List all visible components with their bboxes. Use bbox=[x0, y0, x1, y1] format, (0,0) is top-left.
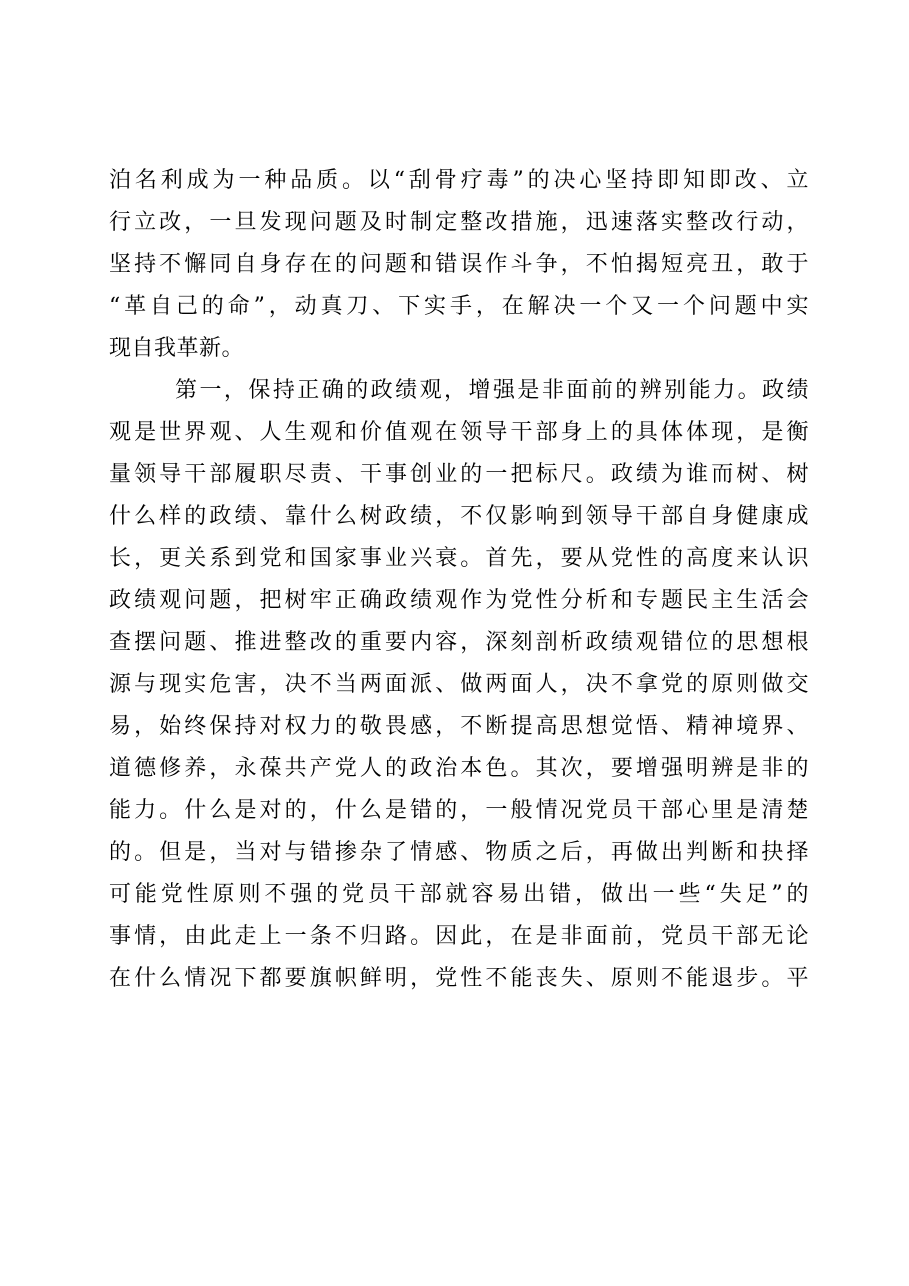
text-line: 坚持不懈同自身存在的问题和错误作斗争，不怕揭短亮丑，敢于 bbox=[109, 252, 809, 277]
body-text bbox=[109, 160, 809, 1000]
text-line-paragraph-start: 第一，保持正确的政绩观，增强是非面前的辨别能力。政绩 bbox=[175, 378, 809, 403]
text-line: 在什么情况下都要旗帜鲜明，党性不能丧失、原则不能退步。平 bbox=[109, 966, 809, 991]
text-line: 的。但是，当对与错掺杂了情感、物质之后，再做出判断和抉择 bbox=[109, 840, 809, 865]
text-line: 查摆问题、推进整改的重要内容，深刻剖析政绩观错位的思想根 bbox=[109, 630, 809, 655]
text-line: 长，更关系到党和国家事业兴衰。首先，要从党性的高度来认识 bbox=[109, 546, 809, 571]
text-line: 道德修养，永葆共产党人的政治本色。其次，要增强明辨是非的 bbox=[109, 756, 809, 781]
text-line: 量领导干部履职尽责、干事创业的一把标尺。政绩为谁而树、树 bbox=[109, 462, 809, 487]
text-line: 行立改，一旦发现问题及时制定整改措施，迅速落实整改行动， bbox=[109, 210, 809, 235]
text-line: 能力。什么是对的，什么是错的，一般情况党员干部心里是清楚 bbox=[109, 798, 809, 823]
text-line: 事情，由此走上一条不归路。因此，在是非面前，党员干部无论 bbox=[109, 924, 809, 949]
text-line: 观是世界观、人生观和价值观在领导干部身上的具体体现，是衡 bbox=[109, 420, 809, 445]
text-line: 政绩观问题，把树牢正确政绩观作为党性分析和专题民主生活会 bbox=[109, 588, 809, 613]
text-line: 什么样的政绩、靠什么树政绩，不仅影响到领导干部自身健康成 bbox=[109, 504, 809, 529]
text-line: 源与现实危害，决不当两面派、做两面人，决不拿党的原则做交 bbox=[109, 672, 809, 697]
text-line: 可能党性原则不强的党员干部就容易出错，做出一些“失足”的 bbox=[109, 882, 809, 907]
text-line: “革自己的命”，动真刀、下实手，在解决一个又一个问题中实 bbox=[109, 294, 809, 319]
text-line-paragraph-end: 现自我革新。 bbox=[109, 336, 245, 361]
text-line: 易，始终保持对权力的敬畏感，不断提高思想觉悟、精神境界、 bbox=[109, 714, 809, 739]
text-line: 泊名利成为一种品质。以“刮骨疗毒”的决心坚持即知即改、立 bbox=[109, 168, 809, 193]
